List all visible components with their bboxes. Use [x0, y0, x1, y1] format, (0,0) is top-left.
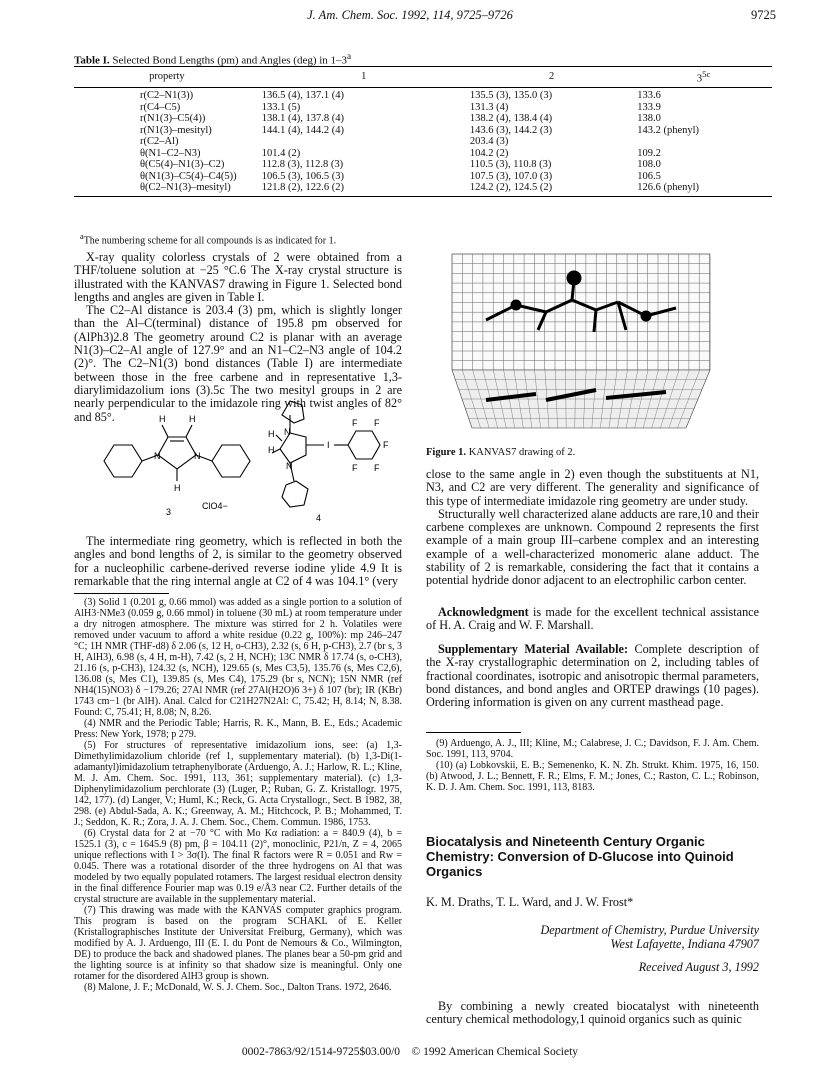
col-header-3-mark: 5c [702, 69, 711, 79]
value-cell: 126.6 (phenyl) [635, 182, 772, 196]
h-label: H [268, 445, 275, 455]
value-cell: 143.2 (phenyl) [637, 124, 700, 136]
affiliation-line-2: West Lafayette, Indiana 47907 [610, 937, 759, 951]
value-cell [260, 136, 468, 148]
supp-label: Supplementary Material Available: [438, 642, 629, 656]
figure-label: Figure 1. [426, 447, 467, 458]
footnote: (9) Arduengo, A. J., III; Kline, M.; Calabrese, J. C.; Davidson, F. J. Am. Chem. Soc. 1991, 113, 9704. [426, 738, 759, 760]
table-label: Table I. [74, 54, 110, 67]
issn-code: 0002-7863/92/1514-9725$03.00/0 [241, 1046, 401, 1058]
adamantyl-bottom [282, 481, 308, 507]
table-footnote [80, 232, 336, 246]
h-label: H [268, 429, 275, 439]
acknowledgment [426, 606, 759, 633]
value-cell: 110.5 (3), 110.8 (3) [469, 159, 552, 170]
adamantyl-top [282, 401, 304, 423]
table-title: Selected Bond Lengths (pm) and Angles (deg) in 1–3 [112, 54, 348, 67]
paragraph: X-ray quality colorless crystals of 2 were obtained from a THF/toluene solution at −25 °C.6 The X-ray crystal structure is illustrated with the KANVAS7 drawing in Figure 1. Selected bond lengths and angles are given in Table I. [74, 250, 402, 304]
col-header-3: $3^{5c}$ [635, 67, 772, 88]
value-cell: 109.2 [637, 147, 661, 159]
property-cell: r(N1(3)–C5(4)) [140, 113, 206, 124]
imidazole-ring-4 [280, 433, 306, 463]
table-header-row [74, 67, 772, 88]
value-cell: 138.2 (4), 138.4 (4) [469, 113, 553, 124]
value-cell [635, 136, 772, 148]
table-row [74, 102, 772, 114]
right-column-text [426, 468, 759, 588]
supplementary-material [426, 643, 759, 709]
page-number: 9725 [751, 8, 776, 22]
value-cell: 104.2 (2) [469, 147, 509, 159]
left-footnotes [74, 597, 402, 993]
col-header-property: property [74, 67, 260, 88]
compound-label-3: 3 [166, 507, 172, 517]
property-cell: θ(C2–N1(3)–mesityl) [74, 182, 260, 196]
table-row [74, 171, 772, 183]
phenyl-ring-left [104, 445, 142, 477]
property-cell: θ(N1(3)–C5(4)–C4(5)) [140, 170, 237, 182]
table-caption [74, 51, 774, 67]
ack-text: is made for the excellent technical assistance of H. A. Craig and W. F. Marshall. [426, 605, 759, 633]
pentafluorophenyl-ring [348, 431, 380, 459]
footnote: (4) NMR and the Periodic Table; Harris, R. K., Mann, B. E., Eds.; Academic Press: New York, 1978; p 279. [74, 718, 402, 740]
footnote: (7) This drawing was made with the KANVAS computer graphics program. This program is based on the program SCHAKL of E. Keller (Kristallographisches Institute der Universitat Freiburg, Germany), which was modified by A. J. Arduengo, III (E. I. du Pont de Nemours & Co., Wilmington, DE) to produce the back and shadowed planes. The planes bear a 50-pm grid and the lighting source is at infinity so that shadow size is meaningful. Only one rotamer for the disordered AlH3 group is shown. [74, 905, 402, 982]
table-row [74, 148, 772, 160]
table-row [74, 113, 772, 125]
value-cell: 138.0 [637, 113, 661, 124]
footnote: (8) Malone, J. F.; McDonald, W. S. J. Chem. Soc., Dalton Trans. 1972, 2646. [84, 982, 392, 993]
property-cell: r(C4–C5) [140, 101, 181, 113]
footnote: (6) Crystal data for 2 at −70 °C with Mo Kα radiation: a = 840.9 (4), b = 1525.1 (3), c = 1645.9 (8) pm, β = 104.11 (2)°, monoclinic, P21/n, Z = 4, 2065 unique reflections with I > 3σ(I). The final R factors were R = 0.051 and Rw = 0.045. There was a rotational disorder of the three hydrogens on Al that was modeled by two equally populated rotamers. The largest residual electron density in the final difference Fourier map was 0.19 e/Å3 near C2. Further details of the crystal structure are available in the supplementary material. [74, 828, 402, 905]
table-footnote-mark: a [80, 232, 84, 241]
iodine-label: I [327, 440, 330, 450]
paragraph: The intermediate ring geometry, which is reflected in both the angles and bond lengths of 2, is similar to the geometry observed for a nucleophilic carbene-derived reverse iodine ylide 4.9 It is remarkable that the ring internal angle at C2 of 4 was 104.1° (very [74, 534, 402, 588]
property-cell: r(N1(3)–mesityl) [140, 124, 212, 136]
n-label: N [194, 451, 201, 461]
value-cell: 121.8 (2), 122.6 (2) [260, 182, 468, 196]
value-cell: 143.6 (3), 144.2 (3) [469, 124, 553, 136]
paragraph: The C2–Al distance is 203.4 (3) pm, which is slightly longer than the Al–C(terminal) distance of 195.8 pm observed for (AlPh3)2.8 The geometry around C2 is planar with an average N1(3)–C2–Al angle of 127.9° and an N1–C2–N3 angle of 104.2 (2)°. The C2–N1(3) bond distances (Table I) are intermediate between those in the free carbene and in representative 1,3-diarylimidazolium ions (3).5c The two mesityl groups in 2 are nearly perpendicular to the imidazole ring with twist angles of 82° and 85°. [74, 303, 402, 424]
paragraph: By combining a newly created biocatalyst with nineteenth century chemical methodology,1 quinoid organics such as quinic [426, 999, 759, 1027]
value-cell: 112.8 (3), 112.8 (3) [261, 159, 344, 170]
table-footnote-text: The numbering scheme for all compounds is as indicated for 1. [83, 235, 337, 247]
table-row [74, 136, 772, 148]
figure-caption-text: KANVAS7 drawing of 2. [468, 447, 576, 458]
figure-caption [426, 447, 759, 458]
value-cell: 108.0 [637, 159, 661, 170]
h-label: H [189, 414, 196, 424]
article-authors: K. M. Draths, T. L. Ward, and J. W. Frost* [426, 895, 634, 909]
value-cell: 136.5 (4), 137.1 (4) [261, 90, 344, 101]
table-row [74, 182, 772, 196]
article-title: Biocatalysis and Nineteenth Century Organic Chemistry: Conversion of D-Glucose into Quinoid Organics [426, 834, 734, 879]
f-label: F [352, 418, 358, 428]
value-cell: 133.6 [637, 90, 661, 101]
property-cell: θ(N1–C2–N3) [140, 147, 201, 159]
value-cell: 138.1 (4), 137.8 (4) [261, 113, 344, 124]
value-cell: 131.3 (4) [469, 101, 509, 113]
paragraph: Structurally well characterized alane adducts are rare,10 and their carbene complexes are unknown. Compound 2 represents the first example of a main group III–carbene complex and an interesting example of a well-characterized monomeric alane adduct. The stability of 2 is remarkable, considering the fact that it contains a potential hydride donor adjacent to an electrophilic carbon center. [426, 506, 759, 588]
article-intro [426, 1000, 759, 1027]
article-affiliation [426, 923, 759, 974]
footnote: (3) Solid 1 (0.201 g, 0.66 mmol) was added as a single portion to a solution of AlH3·NMe3 (0.059 g, 0.66 mmol) in toluene (30 mL) at room temperature under a dry nitrogen atmosphere. The mixture was stirred for 2 h. Volatiles were removed under vacuum to afford a white residue (0.22 g, 100%): mp 246–247 °C; 1H NMR (THF-d8) δ 2.06 (s, 12 H, o-CH3), 2.32 (s, 6 H, p-CH3), 2.7 (br s, 3 H, AlH3), 6.98 (s, 4 H, m-H), 7.42 (s, 2 H, NCH); 13C NMR δ 17.74 (s, o-CH3), 21.16 (s, p-CH3), 124.32 (s, NCH), 129.65 (s, Mes C3,5), 135.76 (s, Mes C2,6), 136.08 (s, Mes C1), 139.85 (s, Mes C4), 175.29 (br s, NCN); 15N NMR (ref NH4(15)NO3) δ −179.26; 27Al NMR (ref 27Al(H2O)6 3+) δ 107 (br); IR (KBr) 1743 cm−1 (br AlH). Anal. Calcd for C21H27N2Al: C, 75.42; H, 8.14; N, 8.38. Found: C, 75.41; H, 8.08; N, 8.26. [74, 597, 402, 718]
footnote-divider [74, 593, 169, 594]
f-label: F [374, 418, 380, 428]
footnote-divider-right [426, 732, 521, 733]
property-cell: θ(C5(4)–N1(3)–C2) [140, 159, 225, 170]
f-label: F [374, 463, 380, 473]
counterion-label: ClO4− [202, 501, 228, 511]
n-label: N [286, 461, 293, 471]
value-cell: 203.4 (3) [469, 136, 509, 147]
left-column-text-2 [74, 535, 402, 588]
value-cell: 106.5 [637, 170, 661, 182]
imidazolium-ring [158, 437, 196, 469]
property-cell: r(C2–Al) [140, 136, 179, 147]
table-row [74, 125, 772, 137]
paragraph: close to the same angle in 2) even though the substituents at N1, N3, and C2 are very different. The generality and significance of this type of intermediate imidazole ring geometry are under study. [426, 467, 759, 508]
supp-text: Complete description of the X-ray crystallographic determination on 2, including tables of fractional coordinates, isotropic and anisotropic thermal parameters, bond distances, and bond angles and ORTEP drawings (10 pages). Ordering information is given on any current masthead page. [426, 642, 760, 710]
footnote: (5) For structures of representative imidazolium ions, see: (a) 1,3-Dimethylimidazolium chloride (ref 1, supplementary material). (b) 1,3-Di(1-adamantyl)imidazolium tetraphenylborate (Arduengo, A. J.; Harlow, R. L.; Kline, M. J. Am. Chem. Soc. 1991, 113, 361; supplementary material). (c) 1,3-Diphenylimidazolium perchlorate (3) (Luger, P.; Ruban, G. Z. Kristallogr. 1975, 142, 177). (d) Langer, V.; Huml, K.; Reck, G. Acta Crystallogr., Sect. B 1982, 38, 298. (e) Abdul-Sada, A. K.; Greenway, A. M.; Hitchcock, P. B.; Mohammed, T. J.; Seddon, K. R.; Zora, J. A. J. Chem. Soc., Chem. Commun. 1986, 1753. [74, 740, 402, 828]
figure-1-kanvas-drawing [446, 250, 716, 440]
col-header-2: 2 [468, 67, 635, 88]
affiliation-line-1: Department of Chemistry, Purdue University [540, 923, 759, 937]
journal-citation: J. Am. Chem. Soc. 1992, 114, 9725–9726 [307, 8, 513, 22]
ack-label: Acknowledgment [438, 605, 529, 619]
table-caption-mark: a [347, 51, 352, 61]
running-header [0, 0, 820, 40]
value-cell: 124.2 (2), 124.5 (2) [468, 182, 635, 196]
value-cell: 106.5 (3), 106.5 (3) [261, 170, 344, 182]
n-label: N [154, 451, 161, 461]
value-cell: 135.5 (3), 135.0 (3) [469, 90, 553, 101]
value-cell: 101.4 (2) [261, 147, 301, 159]
f-label: F [352, 463, 358, 473]
h-label: H [159, 414, 166, 424]
value-cell: 144.1 (4), 144.2 (4) [261, 124, 344, 136]
col-header-1: 1 [260, 67, 468, 88]
compound-label-4: 4 [316, 513, 322, 523]
f-label: F [383, 440, 389, 450]
value-cell: 133.1 (5) [261, 101, 301, 113]
table-row [74, 159, 772, 171]
value-cell: 107.5 (3), 107.0 (3) [469, 170, 553, 182]
footnote: (10) (a) Lobkovskii, E. B.; Semenenko, K. N. Zh. Strukt. Khim. 1975, 16, 150. (b) Atwood, J. L.; Bennett, F. R.; Elms, F. M.; Jones, C.; Raston, C. L.; Robinson, K. D. J. Am. Chem. Soc. 1991, 113, 8183. [426, 760, 759, 793]
phenyl-ring-right [212, 445, 250, 477]
received-date: Received August 3, 1992 [638, 960, 759, 974]
page-footer [0, 1046, 820, 1058]
copyright-notice: © 1992 American Chemical Society [411, 1046, 579, 1058]
h-label: H [174, 483, 181, 493]
value-cell: 133.9 [637, 101, 661, 113]
right-footnotes [426, 738, 759, 793]
chemical-structures [90, 393, 390, 533]
n-label: N [284, 427, 291, 437]
table-row [74, 88, 772, 102]
bond-table [74, 66, 772, 197]
property-cell: r(C2–N1(3)) [140, 90, 194, 101]
